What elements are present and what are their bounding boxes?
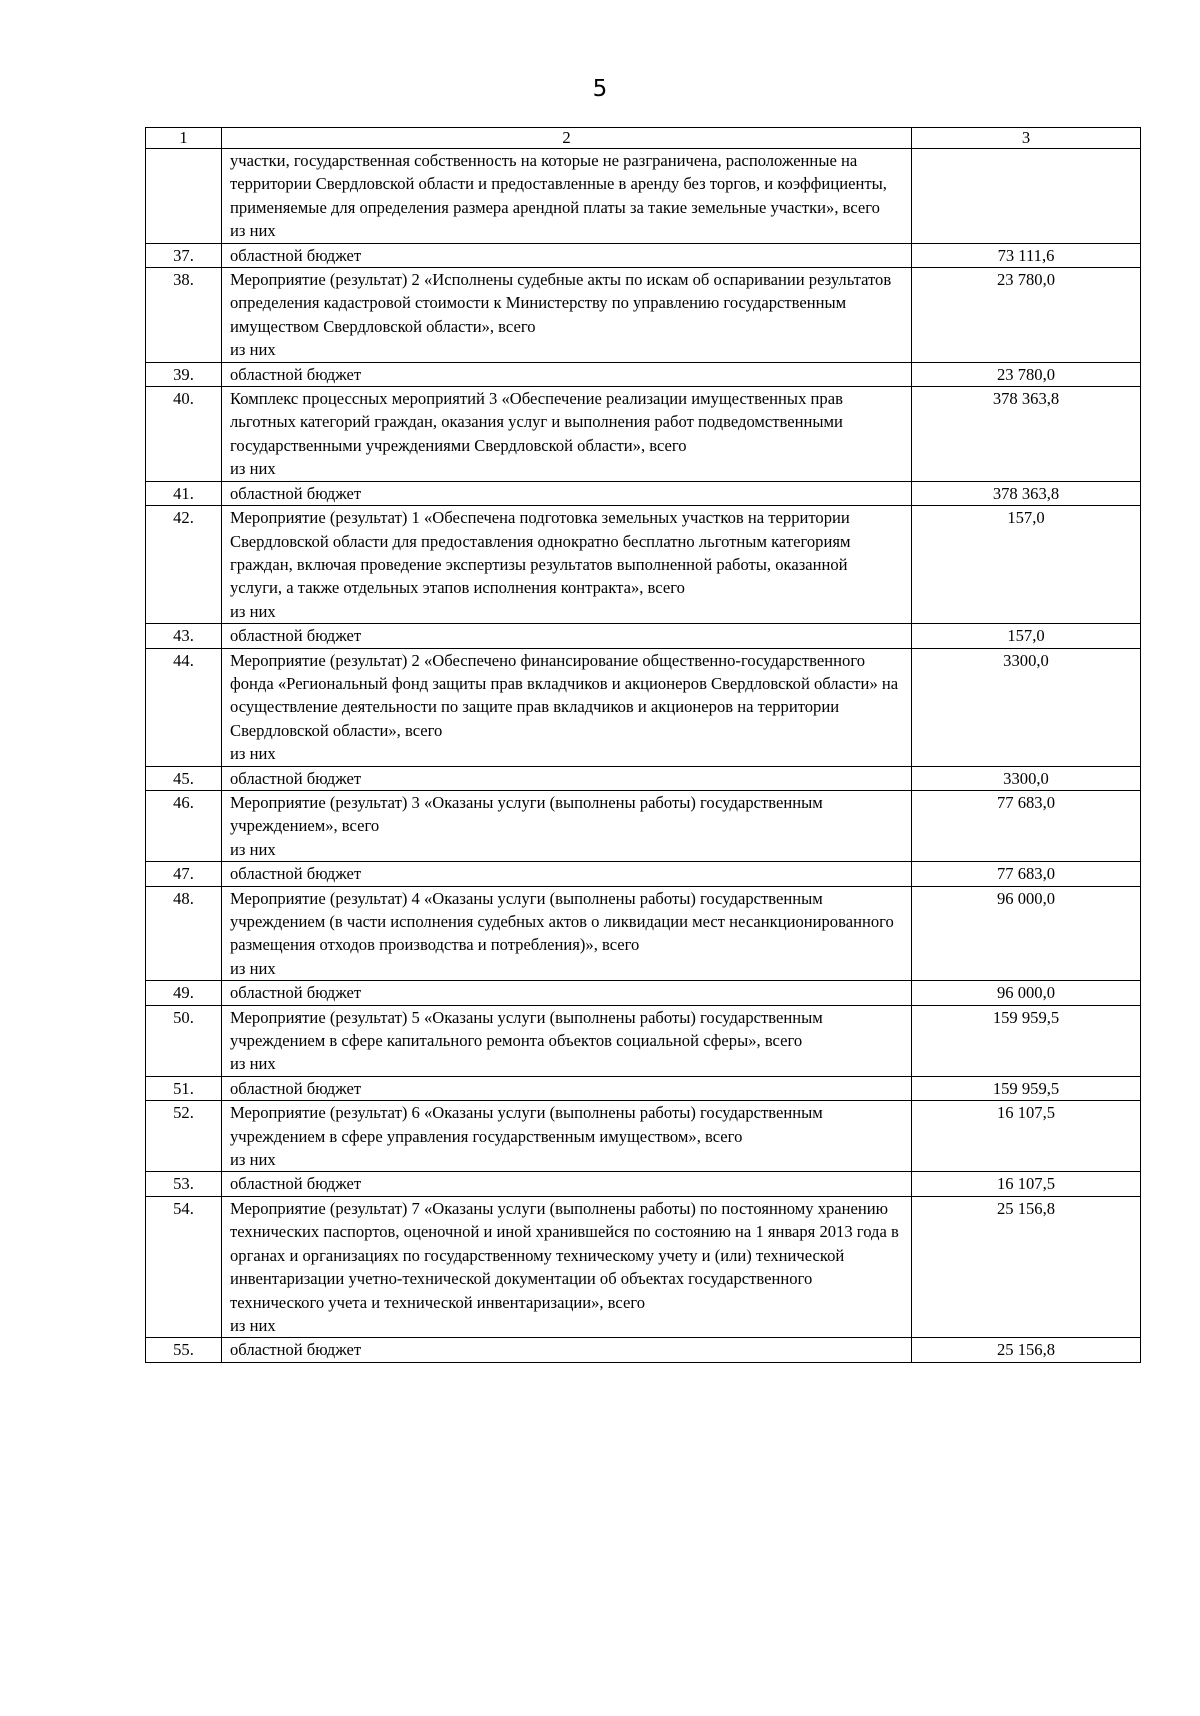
row-value: 23 780,0 [912,362,1141,386]
table-header-row [146,128,1141,149]
row-description-text: Мероприятие (результат) 4 «Оказаны услуги (выполнены работы) государственным учреждением (в части исполнения судебных актов о ликвидации мест несанкционированного размещения отходов производства и потребления)», всего [230,888,894,955]
row-value: 157,0 [912,624,1141,648]
row-number: 37. [146,243,222,267]
row-description-text: Мероприятие (результат) 2 «Исполнены судебные акты по искам об оспаривании результатов определения кадастровой стоимости к Министерству по управлению государственным имуществом Свердловской области», всего [230,270,892,336]
table-row [146,1101,1141,1172]
row-value: 159 959,5 [912,1005,1141,1076]
row-description-text: областной бюджет [230,483,362,503]
row-description [222,362,912,386]
table-row [146,149,1141,244]
row-description-text: областной бюджет [230,245,362,265]
row-description [222,481,912,505]
table-row [146,1196,1141,1337]
row-value: 77 683,0 [912,790,1141,861]
table-row [146,862,1141,886]
row-value: 16 107,5 [912,1172,1141,1196]
row-number: 55. [146,1338,222,1362]
row-description-text: областной бюджет [230,768,362,788]
row-description-subnote: из них [230,1150,276,1170]
row-number [146,149,222,244]
budget-table [145,127,1141,1363]
row-description [222,790,912,861]
row-description-text: областной бюджет [230,864,362,884]
row-description-subnote: из них [230,1054,276,1074]
row-description-text: участки, государственная собственность на которые не разграничена, расположенные на территории Свердловской области и предоставленные в аренду без торгов, и коэффициенты, применяемые для определения размера арендной платы за такие земельные участки», всего [230,151,887,217]
column-header-3: 3 [912,128,1141,149]
row-value: 77 683,0 [912,862,1141,886]
row-value [912,149,1141,244]
row-number: 40. [146,387,222,482]
table-row [146,362,1141,386]
column-header-2: 2 [222,128,912,149]
table-row [146,886,1141,981]
table-row [146,1172,1141,1196]
row-description-subnote: из них [230,459,276,479]
row-description [222,387,912,482]
row-number: 53. [146,1172,222,1196]
table-row [146,790,1141,861]
column-header-1: 1 [146,128,222,149]
table-row [146,1338,1141,1362]
row-description-text: Мероприятие (результат) 2 «Обеспечено финансирование общественно-государственного фонда «Региональный фонд защиты прав вкладчиков и акционеров Свердловской области» на осуществление деятельности по защите прав вкладчиков и акционеров на территории Свердловской области», всего [230,650,899,740]
row-description [222,1076,912,1100]
row-number: 54. [146,1196,222,1337]
table-row [146,981,1141,1005]
row-value: 25 156,8 [912,1196,1141,1337]
row-number: 50. [146,1005,222,1076]
row-description-text: Мероприятие (результат) 6 «Оказаны услуги (выполнены работы) государственным учреждением в сфере управления государственным имуществом», всего [230,1103,823,1146]
row-description [222,506,912,624]
row-description-subnote: из них [230,601,276,621]
table-row [146,624,1141,648]
row-number: 51. [146,1076,222,1100]
row-value: 3300,0 [912,648,1141,766]
row-number: 45. [146,766,222,790]
row-description-subnote: из них [230,221,276,241]
row-description [222,149,912,244]
row-description-text: областной бюджет [230,626,362,646]
row-description-text: Мероприятие (результат) 1 «Обеспечена подготовка земельных участков на территории Свердловской области для предоставления однократно бесплатно льготным категориям граждан, включая проведение экспертизы результатов выполненной работы, оказанной услуги, а также отдельных этапов исполнения контракта», всего [230,508,851,598]
row-value: 73 111,6 [912,243,1141,267]
row-description-text: областной бюджет [230,983,362,1003]
row-value: 96 000,0 [912,981,1141,1005]
row-value: 96 000,0 [912,886,1141,981]
table-row [146,387,1141,482]
row-description-text: Мероприятие (результат) 5 «Оказаны услуги (выполнены работы) государственным учреждением в сфере капитального ремонта объектов социальной сферы», всего [230,1007,823,1051]
row-value: 16 107,5 [912,1101,1141,1172]
row-description [222,624,912,648]
row-value: 23 780,0 [912,268,1141,363]
row-description [222,648,912,766]
row-description-subnote: из них [230,1315,276,1335]
row-description [222,1196,912,1337]
row-number: 52. [146,1101,222,1172]
page-number: 5 [592,76,608,102]
row-value: 159 959,5 [912,1076,1141,1100]
row-description [222,981,912,1005]
row-description-text: Комплекс процессных мероприятий 3 «Обеспечение реализации имущественных прав льготных категорий граждан, оказания услуг и выполнения работ подведомственными государственными учреждениями Свердловской области», всего [230,389,843,455]
row-number: 38. [146,268,222,363]
row-value: 378 363,8 [912,481,1141,505]
row-description-subnote: из них [230,839,276,859]
row-description [222,1338,912,1362]
row-number: 46. [146,790,222,861]
row-description [222,766,912,790]
row-description [222,1172,912,1196]
row-number: 48. [146,886,222,981]
table-row [146,1005,1141,1076]
row-description [222,268,912,363]
row-number: 41. [146,481,222,505]
row-description-subnote: из них [230,340,276,360]
table-row [146,268,1141,363]
row-description-text: областной бюджет [230,1078,362,1098]
row-description [222,1101,912,1172]
table-body [146,128,1141,1363]
row-description [222,243,912,267]
row-number: 42. [146,506,222,624]
table-row [146,243,1141,267]
row-description-text: Мероприятие (результат) 3 «Оказаны услуги (выполнены работы) государственным учреждением», всего [230,792,823,836]
row-number: 39. [146,362,222,386]
table-row [146,506,1141,624]
row-description-subnote: из них [230,958,276,978]
table-row [146,481,1141,505]
row-description-text: областной бюджет [230,1340,362,1360]
row-value: 378 363,8 [912,387,1141,482]
table-row [146,648,1141,766]
row-number: 43. [146,624,222,648]
row-description-text: областной бюджет [230,1174,362,1194]
row-description [222,862,912,886]
table-row [146,766,1141,790]
row-value: 157,0 [912,506,1141,624]
row-description [222,1005,912,1076]
row-description-text: Мероприятие (результат) 7 «Оказаны услуги (выполнены работы) по постоянному хранению технических паспортов, оценочной и иной хранившейся по состоянию на 1 января 2013 года в органах и организациях по государственному техническому учету и (или) технической инвентаризации учетно-технической документации об объектах государственного технического учета и технической инвентаризации», всего [230,1198,899,1312]
row-value: 3300,0 [912,766,1141,790]
row-number: 47. [146,862,222,886]
row-value: 25 156,8 [912,1338,1141,1362]
row-description [222,886,912,981]
table-row [146,1076,1141,1100]
row-description-subnote: из них [230,744,276,764]
row-number: 44. [146,648,222,766]
row-description-text: областной бюджет [230,364,362,384]
row-number: 49. [146,981,222,1005]
